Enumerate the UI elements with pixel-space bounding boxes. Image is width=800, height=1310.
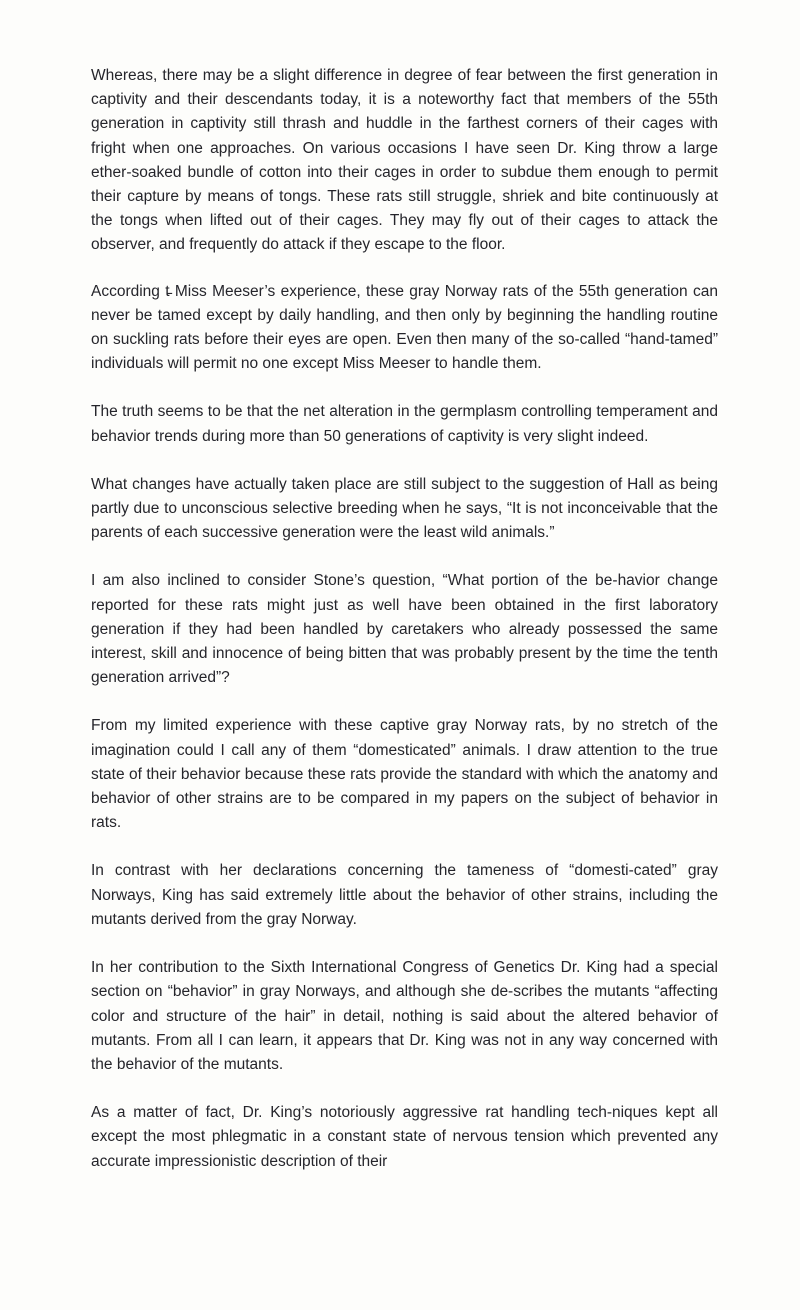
paragraph-7: In contrast with her declarations concerning the tameness of “domesti-cated” gray Norways, King has said extremely little about the behavior of other strains, including the mutants derived from the gray Norway.	[91, 862, 718, 928]
paragraph-8: In her contribution to the Sixth International Congress of Genetics Dr. King had a special section on “behavior” in gray Norways, and although she de-scribes the mutants “affecting color and structure of the hair” in detail, nothing is said about the altered behavior of mutants. From all I can learn, it appears that Dr. King was not in any way concerned with the behavior of the mutants.	[91, 959, 718, 1073]
paragraph-6: From my limited experience with these captive gray Norway rats, by no stretch of the imagination could I call any of them “domesticated” animals. I draw attention to the true state of their behavior because these rats provide the standard with which the anatomy and behavior of other strains are to be compared in my papers on the subject of behavior in rats.	[91, 717, 718, 832]
paragraph-2: According t̵ Miss Meeser’s experience, these gray Norway rats of the 55th generation can never be tamed except by daily handling, and then only by beginning the handling routine on suckling rats before their eyes are open. Even then many of the so-called “hand-tamed” individuals will permit no one except Miss Meeser to handle them.	[91, 282, 718, 373]
paragraph-1: Whereas, there may be a slight difference in degree of fear between the first generation in captivity and their descendants today, it is a noteworthy fact that members of the 55th generation in captivity still thrash and huddle in the farthest corners of their cages with fright when one approaches. On various occasions I have seen Dr. King throw a large ether-soaked bundle of cotton into their cages in order to subdue them enough to permit their capture by means of tongs. These rats still struggle, shriek and bite continuously at the tongs when lifted out of their cages. They may fly out of their cages to attack the observer, and frequently do attack if they escape to the floor.	[91, 67, 718, 254]
paragraph-4: What changes have actually taken place are still subject to the suggestion of Hall as being partly due to unconscious selective breeding when he says, “It is not inconceivable that the parents of each successive generation were the least wild animals.”	[91, 475, 718, 542]
paragraph-9: As a matter of fact, Dr. King’s notoriously aggressive rat handling tech-niques kept all except the most phlegmatic in a constant state of nervous tension which prevented any accurate impressionistic description of their	[91, 1104, 718, 1170]
paragraph-5: I am also inclined to consider Stone’s question, “What portion of the be-havior change reported for these rats might just as well have been obtained in the first laboratory generation if they had been handled by caretakers who already possessed the same interest, skill and innocence of being bitten that was probably present by the time the tenth generation arrived”?	[91, 572, 718, 687]
document-page	[91, 64, 718, 1198]
paragraph-3: The truth seems to be that the net alteration in the germplasm controlling temperament and behavior trends during more than 50 generations of captivity is very slight indeed.	[91, 403, 718, 445]
